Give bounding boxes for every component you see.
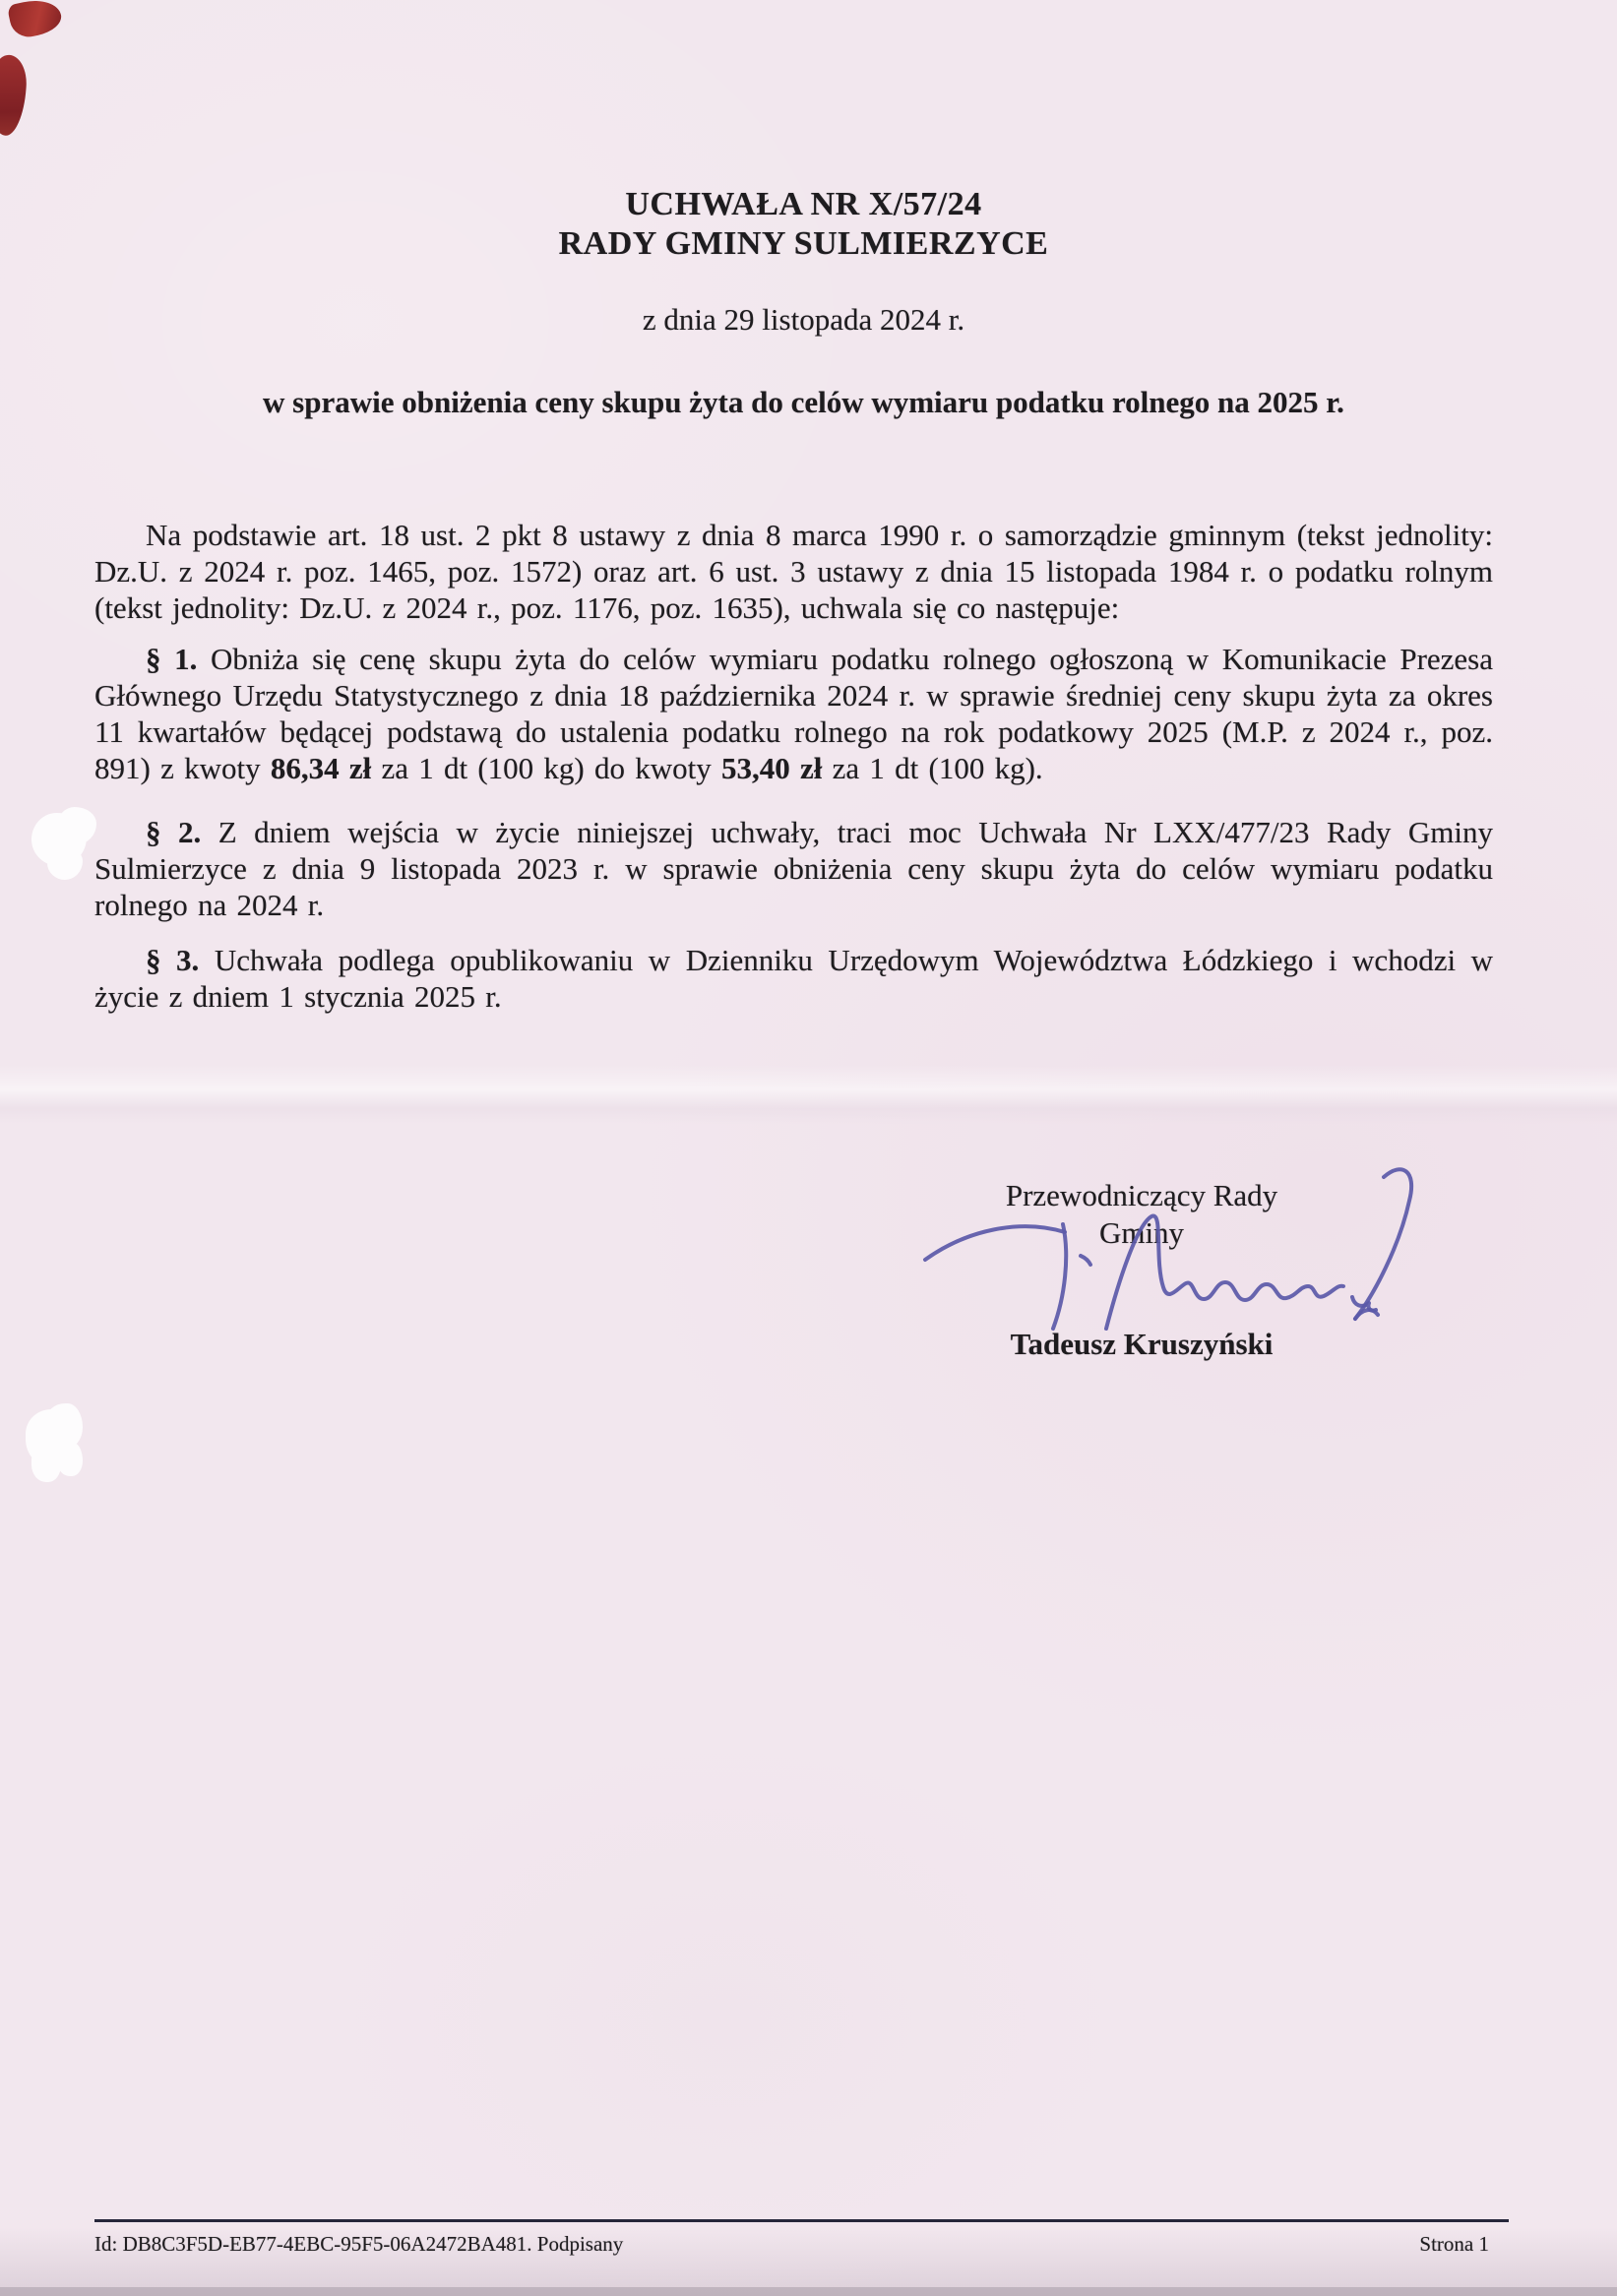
section-1-text-c: za 1 dt (100 kg). [822,751,1043,785]
resolution-number-title: UCHWAŁA NR X/57/24 [625,186,982,222]
section-1-text-b: za 1 dt (100 kg) do kwoty [371,751,721,785]
signature-stroke-scribble [1106,1216,1343,1329]
white-correction-blob-lower [26,1409,75,1466]
section-2-paragraph [94,814,1493,923]
signature-stroke-dot [1081,1256,1090,1265]
section-1-number: § 1. [146,642,198,676]
resolution-date: z dnia 29 listopada 2024 r. [642,302,965,337]
section-2-text: Z dniem wejścia w życie niniejszej uchwały, traci moc Uchwała Nr LXX/477/23 Rady Gminy Sulmierzyce z dnia 9 listopada 2023 r. w sprawie obniżenia ceny skupu żyta do celów wymiaru podatku rolnego na 2024 r. [94,815,1493,922]
old-rye-price-value: 86,34 zł [270,751,372,785]
document-footer [94,2219,1509,2257]
section-3-paragraph [94,942,1493,1015]
signature-stroke-flourish [1355,1169,1411,1319]
document-id: Id: DB8C3F5D-EB77-4EBC-95F5-06A2472BA481. Podpisany [94,2232,624,2256]
legal-basis-paragraph [94,517,1493,626]
paper-fold-line [0,1065,1617,1124]
legal-basis-text: Na podstawie art. 18 ust. 2 pkt 8 ustawy z dnia 8 marca 1990 r. o samorządzie gminnym (tekst jednolity: Dz.U. z 2024 r. poz. 1465, poz. 1572) oraz art. 6 ust. 3 ustawy z dnia 15 listopada 1984 r. o podatku rolnym (tekst jednolity: Dz.U. z 2024 r., poz. 1176, poz. 1635), uchwala się co następuje: [94,518,1493,625]
section-3-text: Uchwała podlega opublikowaniu w Dzienniku Urzędowym Województwa Łódzkiego i wchodzi w życie z dniem 1 stycznia 2025 r. [94,943,1494,1014]
page-number: Strona 1 [1419,2232,1489,2256]
scan-edge-shadow [0,2287,1617,2296]
section-3-number: § 3. [146,943,200,977]
white-correction-blob-upper [31,813,87,866]
signatory-name: Tadeusz Kruszyński [1010,1327,1274,1361]
signatory-role-line1: Przewodniczący Rady [1005,1178,1278,1212]
signature-stroke-t-stem [1053,1224,1066,1329]
section-1-paragraph [94,641,1493,786]
council-name-title: RADY GMINY SULMIERZYCE [558,225,1049,262]
section-1-text-a: Obniża się cenę skupu żyta do celów wymiaru podatku rolnego ogłoszoną w Komunikacie Prezesa Głównego Urzędu Statystycznego z dnia 18 października 2024 r. w sprawie średniej ceny skupu żyta za okres 11 kwartałów będącej podstawą do ustalenia podatku rolnego na rok podatkowy 2025 (M.P. z 2024 r., poz. 891) z kwoty [94,642,1493,785]
red-ink-stain-left-edge [0,54,29,137]
section-2-number: § 2. [146,815,202,849]
new-rye-price-value: 53,40 zł [721,751,823,785]
signatory-role-line2: Gminy [1098,1215,1185,1250]
resolution-subject: w sprawie obniżenia ceny skupu żyta do celów wymiaru podatku rolnego na 2025 r. [263,385,1344,419]
red-ink-stain-top [7,0,64,40]
signature-stroke-arc [925,1226,1065,1260]
